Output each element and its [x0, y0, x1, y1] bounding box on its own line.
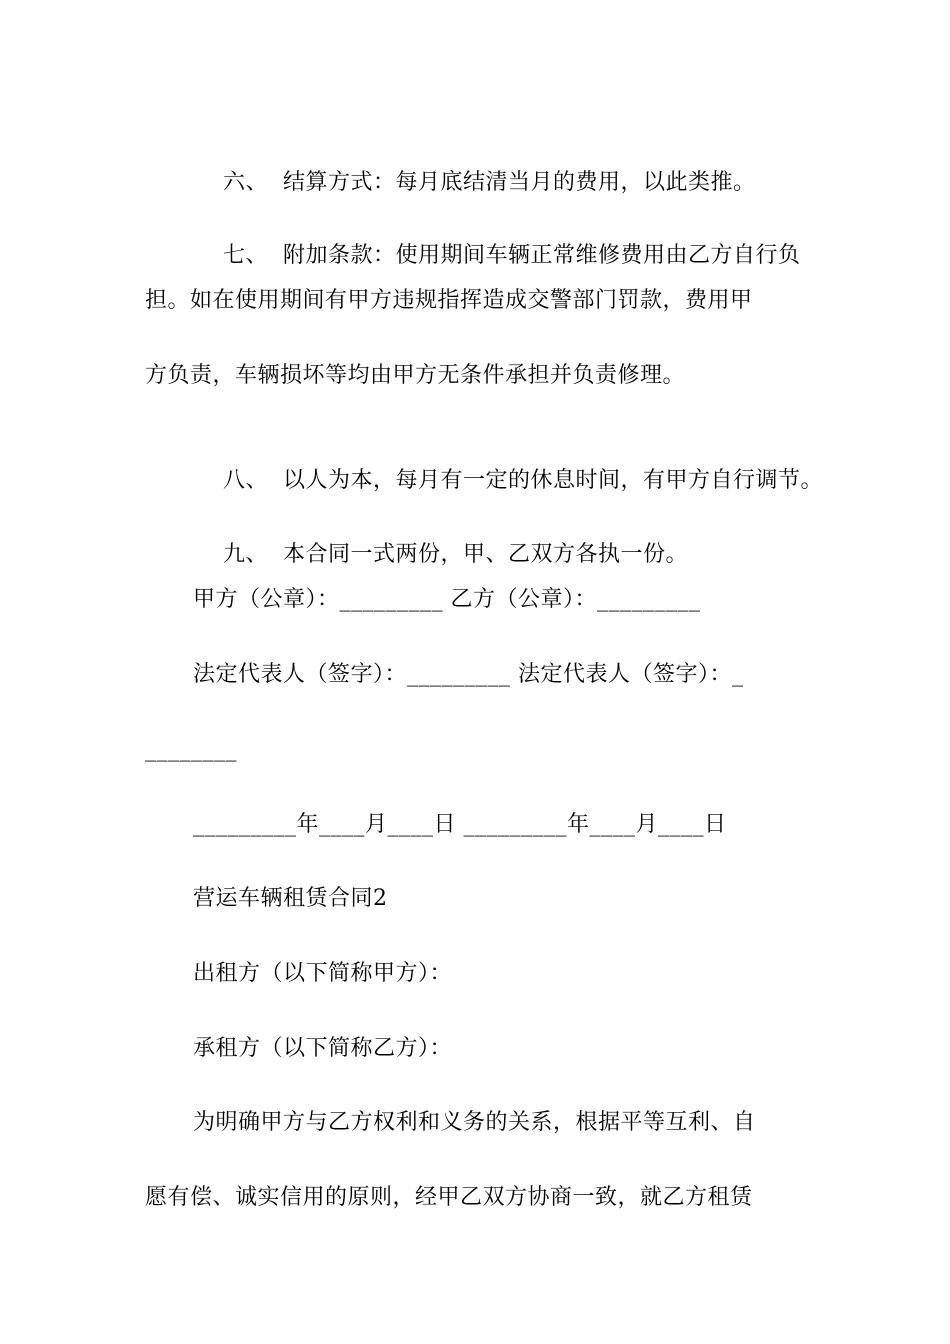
lessor-line: 出租方（以下简称甲方）：: [193, 961, 453, 986]
clause-7-continuation: 方负责，车辆损坏等均由甲方无条件承担并负责修理。: [145, 363, 686, 388]
clause-number: 七、: [222, 243, 268, 268]
clause-number: 八、: [222, 468, 268, 493]
clause-text: 结算方式：每月底结清当月的费用，以此类推。: [282, 170, 756, 195]
clause-text: 本合同一式两份，甲、乙双方各执一份。: [282, 542, 688, 567]
section-title: 营运车辆租赁合同2: [193, 886, 388, 911]
clause-number: 九、: [222, 542, 268, 567]
preamble-line: 愿有偿、诚实信用的原则，经甲乙双方协商一致，就乙方租赁: [145, 1185, 753, 1210]
date-line: _________年____月____日 _________年____月____日: [193, 812, 727, 837]
clause-text: 附加条款：使用期间车辆正常维修费用由乙方自行负: [282, 243, 801, 268]
clause-number: 六、: [222, 170, 268, 195]
seal-line: 甲方（公章）：_________ 乙方（公章）：_________: [193, 587, 701, 612]
clause-text: 以人为本，每月有一定的休息时间，有甲方自行调节。: [282, 468, 823, 493]
preamble-line: 为明确甲方与乙方权利和义务的关系，根据平等互利、自: [193, 1110, 756, 1135]
signature-line: 法定代表人（签字）：_________ 法定代表人（签字）：_: [193, 662, 744, 687]
signature-line-continuation: ________: [145, 737, 237, 762]
lessee-line: 承租方（以下简称乙方）：: [193, 1036, 453, 1061]
clause-7-continuation: 担。如在使用期间有甲方违规指挥造成交警部门罚款，费用甲: [145, 288, 753, 313]
